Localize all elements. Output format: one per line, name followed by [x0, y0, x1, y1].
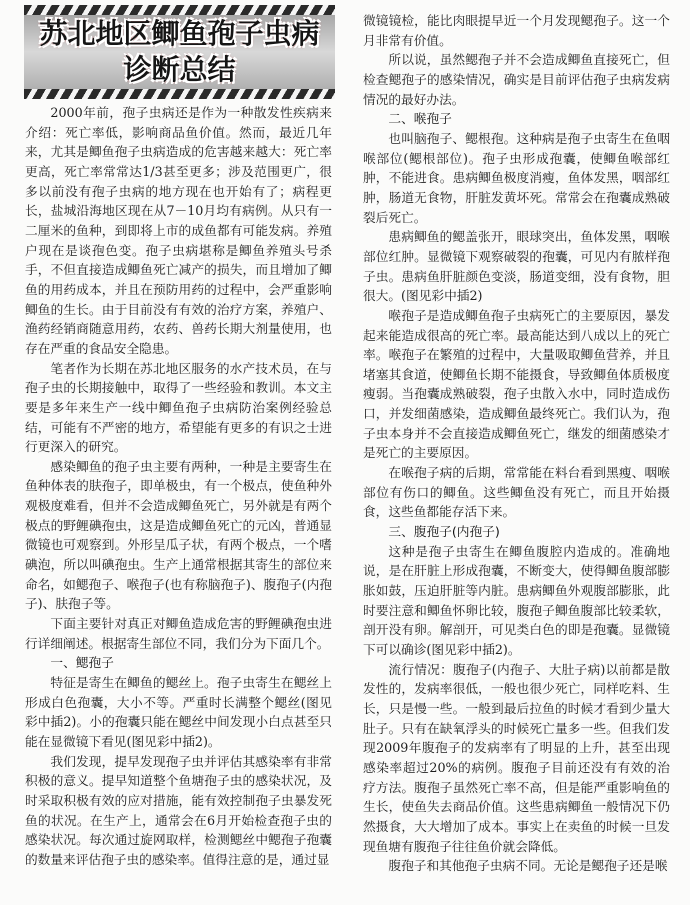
body-paragraph: 下面主要针对真正对鲫鱼造成危害的野鲤碘孢虫进行详细阐述。根据寄生部位不同，我们分为下面几个。	[25, 616, 332, 651]
section-heading: 一、鳃孢子	[50, 655, 114, 671]
right-text-column	[363, 11, 670, 876]
body-paragraph: 感染鲫鱼的孢子虫主要有两种，一种是主要寄生在鱼种体表的肤孢子，即单极虫，有一个极点，使鱼种外观极度难看，但并不会造成鲫鱼死亡，另外就是有两个极点的野鲤碘孢虫，这是造成鲫鱼死亡的元凶，普通显微镜也可观察到。外形呈瓜子状，有两个极点，一个嗜碘泡，所以叫碘孢虫。生产上通常根据其寄生的部位来命名，如鳃孢子、喉孢子(也有称脑孢子)、腹孢子(内孢子)、肤孢子等。	[25, 458, 332, 612]
article-title-line-1: 苏北地区鲫鱼孢子虫病	[39, 17, 320, 50]
body-paragraph: 在喉孢子病的后期，常常能在料台看到黑瘦、咽喉部位有伤口的鲫鱼。这些鲫鱼没有死亡，而且开始摄食，这些鱼都能存活下来。	[363, 465, 670, 520]
section-heading: 二、喉孢子	[388, 111, 452, 127]
body-paragraph: 腹孢子和其他孢子虫病不同。无论是鳃孢子还是喉	[388, 858, 668, 874]
body-paragraph: 2000年前，孢子虫病还是作为一种散发性疾病来介绍：死亡率低，影响商品鱼价值。然而，最近几年来，尤其是鲫鱼孢子虫病造成的危害越来越大：死亡率更高，死亡率常常达1/3甚至更多；涉及范围更广，很多以前没有孢子虫病的地方现在也开始有了；病程更长，盐城沿海地区现在从7－10月均有病例。从只有一二厘米的鱼种，到即将上市的成鱼都有可能发病。养殖户现在是谈孢色变。孢子虫病堪称是鲫鱼养殖头号杀手，不但直接造成鲫鱼死亡减产的损失，而且增加了鲫鱼的用药成本，并且在预防用药的过程中，会严重影响鲫鱼的生长。由于目前没有有效的治疗方案，养殖户、渔药经销商随意用药，农药、兽药长期大剂量使用，也存在严重的食品安全隐患。	[25, 105, 332, 356]
body-paragraph: 特征是寄生在鲫鱼的鳃丝上。孢子虫寄生在鳃丝上形成白色孢囊，大小不等。严重时长满整个鳃丝(图见彩中插2)。小的孢囊只能在鳃丝中间发现小白点甚至只能在显微镜下看见(图见彩中插2)。	[25, 675, 332, 749]
body-paragraph: 患病鲫鱼的鳃盖张开，眼球突出，鱼体发黑，咽喉部位红肿。显微镜下观察破裂的孢囊，可见内有脓样孢子虫。患病鱼肝脏颜色变淡，肠道变细，没有食物，胆很大。(图见彩中插2)	[363, 229, 670, 304]
body-paragraph: 流行情况：腹孢子(内孢子、大肚子病)以前都是散发性的，发病率很低，一般也很少死亡，同样吃料、生长，只是慢一些。一般到最后拉鱼的时候才看到少量大肚子。只有在缺氧浮头的时候死亡量多一些。但我们发现2009年腹孢子的发病率有了明显的上升，甚至出现感染率超过20%的病例。腹孢子目前还没有有效的治疗方法。腹孢子虽然死亡率不高，但是能严重影响鱼的生长，使鱼失去商品价值。这些患病鲫鱼一般情况下仍然摄食，大大增加了成本。事实上在卖鱼的时候一旦发现鱼塘有腹孢子往往鱼价就会降低。	[363, 661, 670, 854]
left-text-column	[25, 103, 332, 870]
article-title-banner	[24, 5, 335, 99]
banner-stripes-bottom	[24, 89, 335, 99]
section-heading: 三、腹孢子(内孢子)	[388, 524, 500, 540]
body-paragraph: 笔者作为长期在苏北地区服务的水产技术员，在与孢子虫的长期接触中，取得了一些经验和教训。本文主要是多年来生产一线中鲫鱼孢子虫病防治案例经验总结，可能有不严密的地方，希望能有更多的有识之士进行更深入的研究。	[25, 360, 332, 455]
body-paragraph: 喉孢子是造成鲫鱼孢子虫病死亡的主要原因，暴发起来能造成很高的死亡率。最高能达到八成以上的死亡率。喉孢子在繁殖的过程中，大量吸取鲫鱼营养，并且堵塞其食道，使鲫鱼长期不能摄食，导致鲫鱼体质极度瘦弱。当孢囊成熟破裂，孢子虫散入水中，同时造成伤口，并发细菌感染，造成鲫鱼最终死亡。我们认为，孢子虫本身并不会直接造成鲫鱼死亡，继发的细菌感染才是死亡的主要原因。	[363, 307, 670, 461]
article-title-line-2: 诊断总结	[123, 53, 236, 86]
body-paragraph: 也叫脑孢子、鳃根孢。这种病是孢子虫寄生在鱼咽喉部位(鳃根部位)。孢子虫形成孢囊，使鲫鱼喉部红肿，不能进食。患病鲫鱼极度消瘦，鱼体发黑，咽部红肿，肠道无食物，肝脏发黄坏死。常常会在孢囊成熟破裂后死亡。	[363, 130, 670, 225]
body-paragraph: 这种是孢子虫寄生在鲫鱼腹腔内造成的。准确地说，是在肝脏上形成孢囊，不断变大，使得鲫鱼腹部膨胀如鼓，压迫肝脏等内脏。患病鲫鱼外观腹部膨胀，此时要注意和鲫鱼怀卵比较，腹孢子鲫鱼腹部比较柔软，剖开没有卵。解剖开，可见类白色的即是孢囊。显微镜下可以确诊(图见彩中插2)。	[363, 543, 670, 657]
body-paragraph: 所以说，虽然鳃孢子并不会造成鲫鱼直接死亡，但检查鳃孢子的感染情况，确实是目前评估孢子虫病发病情况的最好办法。	[363, 52, 670, 107]
body-paragraph: 微镜镜检，能比肉眼提早近一个月发现鳃孢子。这一个月非常有价值。	[363, 13, 670, 48]
banner-stripes-top	[24, 5, 335, 15]
body-paragraph: 我们发现，提早发现孢子虫并评估其感染率有非常积极的意义。提早知道整个鱼塘孢子虫的感染状况，及时采取积极有效的应对措施，能有效控制孢子虫暴发死鱼的状况。在生产上，通常会在6月开始检查孢子虫的感染状况。每次通过旋网取样，检测鳃丝中鳃孢子孢囊的数量来评估孢子虫的感染率。值得注意的是，通过显	[25, 753, 332, 867]
